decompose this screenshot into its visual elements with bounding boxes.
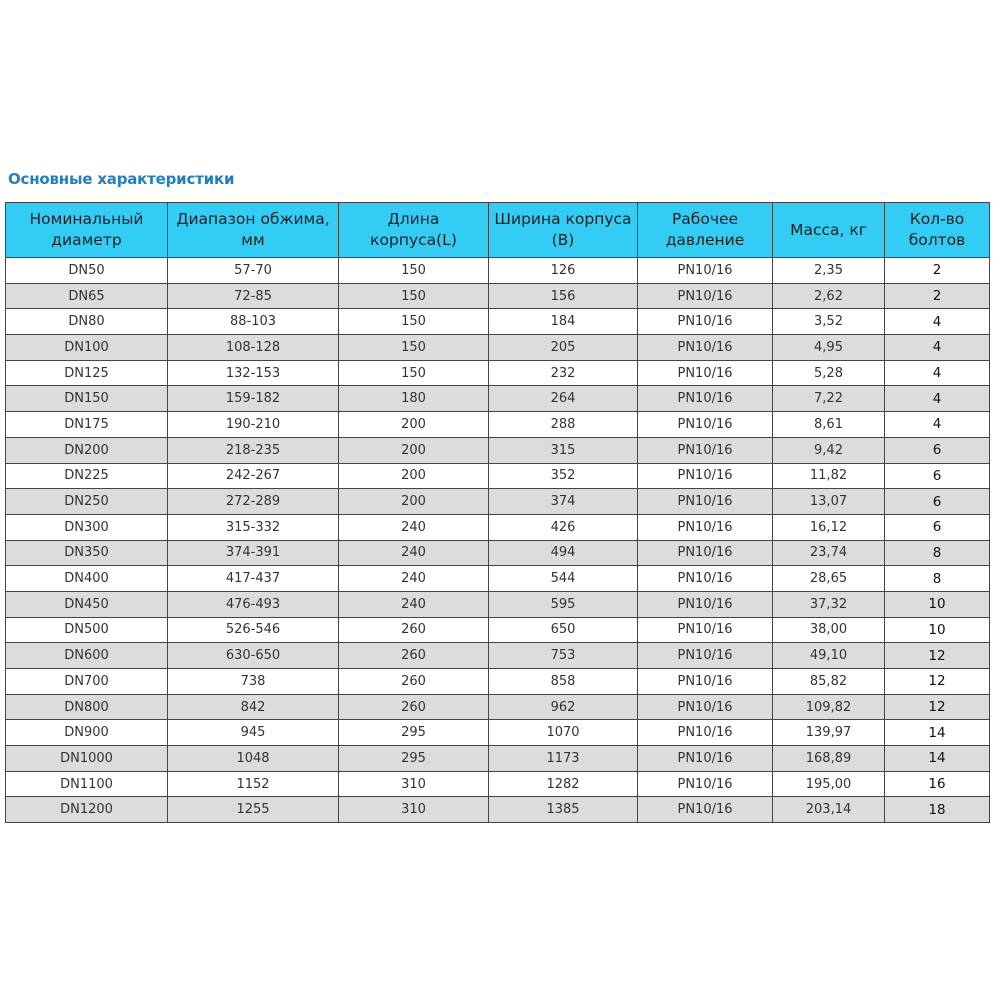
cell-working-pressure: PN10/16 <box>638 746 773 772</box>
cell-mass: 2,35 <box>773 258 885 284</box>
cell-nominal-diameter: DN700 <box>6 669 168 695</box>
cell-body-length: 240 <box>339 591 489 617</box>
header-row <box>6 203 990 258</box>
header-body-length: Длина корпуса(L) <box>339 203 489 258</box>
cell-clamp-range: 242-267 <box>168 463 339 489</box>
cell-working-pressure: PN10/16 <box>638 720 773 746</box>
cell-bolt-count: 8 <box>885 566 990 592</box>
cell-body-length: 240 <box>339 540 489 566</box>
cell-working-pressure: PN10/16 <box>638 694 773 720</box>
header-clamp-range: Диапазон обжима, мм <box>168 203 339 258</box>
cell-mass: 109,82 <box>773 694 885 720</box>
header-nominal-diameter: Номинальный диаметр <box>6 203 168 258</box>
cell-body-length: 295 <box>339 720 489 746</box>
header-working-pressure: Рабочее давление <box>638 203 773 258</box>
cell-clamp-range: 630-650 <box>168 643 339 669</box>
cell-body-width: 264 <box>489 386 638 412</box>
section-title: Основные характеристики <box>8 170 235 188</box>
cell-mass: 168,89 <box>773 746 885 772</box>
table-row <box>6 309 990 335</box>
cell-mass: 5,28 <box>773 360 885 386</box>
cell-body-length: 310 <box>339 771 489 797</box>
cell-body-width: 1282 <box>489 771 638 797</box>
cell-body-length: 180 <box>339 386 489 412</box>
cell-clamp-range: 842 <box>168 694 339 720</box>
cell-body-width: 962 <box>489 694 638 720</box>
cell-mass: 23,74 <box>773 540 885 566</box>
cell-body-width: 1070 <box>489 720 638 746</box>
cell-body-width: 126 <box>489 258 638 284</box>
cell-nominal-diameter: DN1200 <box>6 797 168 823</box>
cell-body-width: 753 <box>489 643 638 669</box>
cell-clamp-range: 526-546 <box>168 617 339 643</box>
cell-clamp-range: 1255 <box>168 797 339 823</box>
table-row <box>6 591 990 617</box>
cell-nominal-diameter: DN50 <box>6 258 168 284</box>
cell-body-length: 260 <box>339 617 489 643</box>
header-mass: Масса, кг <box>773 203 885 258</box>
cell-bolt-count: 14 <box>885 720 990 746</box>
cell-clamp-range: 190-210 <box>168 412 339 438</box>
cell-clamp-range: 374-391 <box>168 540 339 566</box>
cell-body-width: 650 <box>489 617 638 643</box>
cell-body-width: 1173 <box>489 746 638 772</box>
cell-working-pressure: PN10/16 <box>638 617 773 643</box>
cell-body-width: 858 <box>489 669 638 695</box>
cell-bolt-count: 6 <box>885 489 990 515</box>
cell-bolt-count: 12 <box>885 669 990 695</box>
cell-body-width: 544 <box>489 566 638 592</box>
cell-body-length: 150 <box>339 283 489 309</box>
cell-nominal-diameter: DN300 <box>6 514 168 540</box>
cell-body-width: 352 <box>489 463 638 489</box>
table-row <box>6 771 990 797</box>
cell-working-pressure: PN10/16 <box>638 412 773 438</box>
cell-bolt-count: 4 <box>885 309 990 335</box>
table-row <box>6 463 990 489</box>
cell-working-pressure: PN10/16 <box>638 669 773 695</box>
cell-body-length: 240 <box>339 566 489 592</box>
cell-nominal-diameter: DN1100 <box>6 771 168 797</box>
cell-clamp-range: 218-235 <box>168 437 339 463</box>
table-row <box>6 489 990 515</box>
cell-bolt-count: 2 <box>885 258 990 284</box>
cell-clamp-range: 132-153 <box>168 360 339 386</box>
cell-body-width: 1385 <box>489 797 638 823</box>
cell-clamp-range: 1048 <box>168 746 339 772</box>
cell-bolt-count: 10 <box>885 591 990 617</box>
cell-nominal-diameter: DN175 <box>6 412 168 438</box>
cell-body-length: 240 <box>339 514 489 540</box>
specs-table <box>5 202 990 823</box>
cell-mass: 37,32 <box>773 591 885 617</box>
cell-working-pressure: PN10/16 <box>638 566 773 592</box>
cell-bolt-count: 2 <box>885 283 990 309</box>
cell-body-width: 184 <box>489 309 638 335</box>
cell-body-length: 200 <box>339 437 489 463</box>
cell-mass: 16,12 <box>773 514 885 540</box>
cell-working-pressure: PN10/16 <box>638 540 773 566</box>
cell-mass: 4,95 <box>773 335 885 361</box>
cell-body-length: 200 <box>339 489 489 515</box>
cell-nominal-diameter: DN65 <box>6 283 168 309</box>
cell-body-length: 260 <box>339 694 489 720</box>
cell-bolt-count: 6 <box>885 514 990 540</box>
table-row <box>6 514 990 540</box>
cell-working-pressure: PN10/16 <box>638 437 773 463</box>
cell-mass: 49,10 <box>773 643 885 669</box>
cell-body-width: 288 <box>489 412 638 438</box>
cell-body-length: 150 <box>339 335 489 361</box>
table-row <box>6 694 990 720</box>
header-bolt-count: Кол-во болтов <box>885 203 990 258</box>
cell-clamp-range: 738 <box>168 669 339 695</box>
cell-bolt-count: 12 <box>885 643 990 669</box>
table-row <box>6 540 990 566</box>
cell-mass: 11,82 <box>773 463 885 489</box>
cell-body-length: 200 <box>339 412 489 438</box>
cell-nominal-diameter: DN100 <box>6 335 168 361</box>
table-row <box>6 360 990 386</box>
table-row <box>6 258 990 284</box>
cell-clamp-range: 417-437 <box>168 566 339 592</box>
cell-clamp-range: 88-103 <box>168 309 339 335</box>
cell-working-pressure: PN10/16 <box>638 514 773 540</box>
cell-bolt-count: 12 <box>885 694 990 720</box>
cell-bolt-count: 4 <box>885 360 990 386</box>
cell-mass: 9,42 <box>773 437 885 463</box>
cell-body-width: 374 <box>489 489 638 515</box>
table-row <box>6 669 990 695</box>
cell-clamp-range: 108-128 <box>168 335 339 361</box>
cell-nominal-diameter: DN500 <box>6 617 168 643</box>
table-row <box>6 412 990 438</box>
cell-mass: 139,97 <box>773 720 885 746</box>
cell-nominal-diameter: DN200 <box>6 437 168 463</box>
cell-mass: 13,07 <box>773 489 885 515</box>
cell-mass: 3,52 <box>773 309 885 335</box>
cell-working-pressure: PN10/16 <box>638 591 773 617</box>
cell-bolt-count: 10 <box>885 617 990 643</box>
cell-clamp-range: 315-332 <box>168 514 339 540</box>
cell-clamp-range: 1152 <box>168 771 339 797</box>
cell-mass: 85,82 <box>773 669 885 695</box>
cell-nominal-diameter: DN150 <box>6 386 168 412</box>
cell-body-width: 315 <box>489 437 638 463</box>
cell-working-pressure: PN10/16 <box>638 771 773 797</box>
cell-nominal-diameter: DN1000 <box>6 746 168 772</box>
cell-nominal-diameter: DN900 <box>6 720 168 746</box>
table-row <box>6 797 990 823</box>
cell-clamp-range: 57-70 <box>168 258 339 284</box>
cell-clamp-range: 159-182 <box>168 386 339 412</box>
cell-body-width: 205 <box>489 335 638 361</box>
cell-bolt-count: 6 <box>885 463 990 489</box>
cell-working-pressure: PN10/16 <box>638 386 773 412</box>
cell-body-length: 260 <box>339 643 489 669</box>
cell-clamp-range: 476-493 <box>168 591 339 617</box>
table-row <box>6 335 990 361</box>
table-row <box>6 643 990 669</box>
cell-mass: 2,62 <box>773 283 885 309</box>
cell-body-length: 295 <box>339 746 489 772</box>
table-row <box>6 566 990 592</box>
cell-nominal-diameter: DN225 <box>6 463 168 489</box>
cell-clamp-range: 272-289 <box>168 489 339 515</box>
cell-nominal-diameter: DN125 <box>6 360 168 386</box>
cell-working-pressure: PN10/16 <box>638 309 773 335</box>
cell-working-pressure: PN10/16 <box>638 797 773 823</box>
cell-body-length: 200 <box>339 463 489 489</box>
cell-body-width: 426 <box>489 514 638 540</box>
cell-working-pressure: PN10/16 <box>638 643 773 669</box>
cell-working-pressure: PN10/16 <box>638 258 773 284</box>
table-row <box>6 720 990 746</box>
cell-mass: 7,22 <box>773 386 885 412</box>
cell-bolt-count: 4 <box>885 412 990 438</box>
cell-body-width: 156 <box>489 283 638 309</box>
table-row <box>6 617 990 643</box>
cell-body-length: 260 <box>339 669 489 695</box>
cell-bolt-count: 6 <box>885 437 990 463</box>
table-row <box>6 283 990 309</box>
table-row <box>6 746 990 772</box>
cell-nominal-diameter: DN400 <box>6 566 168 592</box>
cell-bolt-count: 4 <box>885 386 990 412</box>
cell-bolt-count: 18 <box>885 797 990 823</box>
cell-working-pressure: PN10/16 <box>638 335 773 361</box>
cell-mass: 8,61 <box>773 412 885 438</box>
header-body-width: Ширина корпуса (B) <box>489 203 638 258</box>
cell-clamp-range: 945 <box>168 720 339 746</box>
cell-bolt-count: 16 <box>885 771 990 797</box>
cell-body-width: 494 <box>489 540 638 566</box>
cell-working-pressure: PN10/16 <box>638 463 773 489</box>
cell-body-length: 150 <box>339 360 489 386</box>
cell-nominal-diameter: DN450 <box>6 591 168 617</box>
table-row <box>6 437 990 463</box>
table-row <box>6 386 990 412</box>
cell-working-pressure: PN10/16 <box>638 283 773 309</box>
cell-nominal-diameter: DN80 <box>6 309 168 335</box>
cell-mass: 38,00 <box>773 617 885 643</box>
cell-nominal-diameter: DN250 <box>6 489 168 515</box>
cell-bolt-count: 14 <box>885 746 990 772</box>
cell-body-length: 310 <box>339 797 489 823</box>
cell-body-length: 150 <box>339 258 489 284</box>
cell-nominal-diameter: DN350 <box>6 540 168 566</box>
cell-bolt-count: 8 <box>885 540 990 566</box>
cell-clamp-range: 72-85 <box>168 283 339 309</box>
cell-body-width: 595 <box>489 591 638 617</box>
cell-nominal-diameter: DN800 <box>6 694 168 720</box>
cell-working-pressure: PN10/16 <box>638 489 773 515</box>
cell-nominal-diameter: DN600 <box>6 643 168 669</box>
cell-mass: 195,00 <box>773 771 885 797</box>
cell-working-pressure: PN10/16 <box>638 360 773 386</box>
cell-mass: 203,14 <box>773 797 885 823</box>
cell-bolt-count: 4 <box>885 335 990 361</box>
cell-mass: 28,65 <box>773 566 885 592</box>
cell-body-width: 232 <box>489 360 638 386</box>
cell-body-length: 150 <box>339 309 489 335</box>
